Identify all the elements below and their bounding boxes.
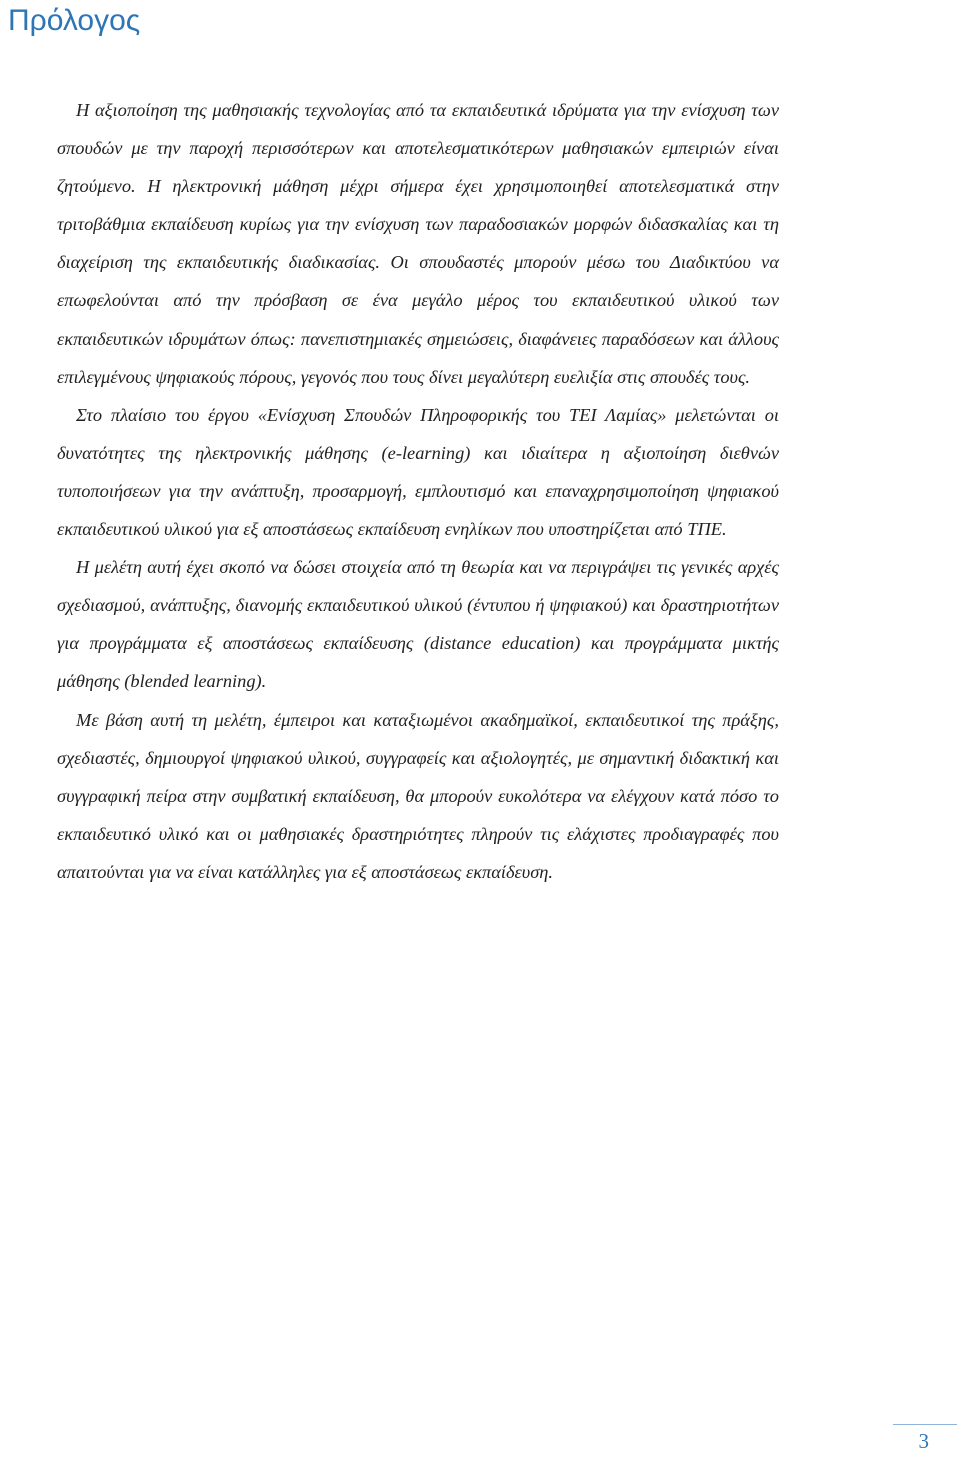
paragraph <box>57 548 779 700</box>
paragraph <box>57 396 779 548</box>
paragraph <box>57 91 779 396</box>
paragraph-text: Η αξιοποίηση της μαθησιακής τεχνολογίας από τα εκπαιδευτικά ιδρύματα για την ενίσχυση των σπουδών με την παροχή περισσότερων και αποτελεσματικότερων μαθησιακών εμπειριών είναι ζητούμενο. Η ηλεκτρονική μάθηση μέχρι σήμερα έχει χρησιμοποιηθεί αποτελεσματικά στην τριτοβάθμια εκπαίδευση κυρίως για την ενίσχυση των παραδοσιακών μορφών διδασκαλίας και τη διαχείριση της εκπαιδευτικής διαδικασίας. <box>57 100 779 273</box>
page-number: 3 <box>918 1429 929 1453</box>
page-title: Πρόλογος <box>8 4 141 37</box>
paragraph-text: Οι σπουδαστές μπορούν μέσω του Διαδικτύου να επωφελούνται από την πρόσβαση σε ένα μεγάλο μέρος του εκπαιδευτικού υλικού των εκπαιδευτικών ιδρυμάτων όπως: πανεπιστημιακές σημειώσεις, διαφάνειες παραδόσεων και άλλους επιλεγμένους ψηφιακούς πόρους, γεγονός που τους δίνει μεγαλύτερη ευελιξία στις σπουδές τους. <box>57 252 779 387</box>
paragraph-text: Στο πλαίσιο του έργου «Ενίσχυση Σπουδών Πληροφορικής του ΤΕΙ Λαμίας» μελετώνται οι δυνατότητες της ηλεκτρονικής μάθησης (e-learning) και ιδιαίτερα η αξιοποίηση διεθνών τυποποιήσεων για την ανάπτυξη, προσαρμογή, εμπλουτισμό και επαναχρησιμοποίηση ψηφιακού εκπαιδευτικού υλικού για εξ αποστάσεως εκπαίδευση ενηλίκων που υποστηρίζεται από ΤΠΕ. <box>57 404 779 540</box>
footer-rule <box>893 1424 957 1425</box>
paragraph-text: Με βάση αυτή τη μελέτη, έμπειροι και καταξιωμένοι ακαδημαϊκοί, εκπαιδευτικοί της πράξης, σχεδιαστές, δημιουργοί ψηφιακού υλικού, συγγραφείς και αξιολογητές, με σημαντική διδακτική και συγγραφική πείρα στην συμβατική εκπαίδευση, θα μπορούν ευκολότερα να ελέγχουν κατά πόσο το εκπαιδευτικό υλικό και οι μαθησιακές δραστηριότητες πληρούν τις ελάχιστες προδιαγραφές που απαιτούνται για να είναι κατάλληλες για εξ αποστάσεως εκπαίδευση. <box>57 709 779 882</box>
document-body <box>57 91 779 891</box>
page-footer <box>893 1424 957 1453</box>
paragraph-text: Η μελέτη αυτή έχει σκοπό να δώσει στοιχεία από τη θεωρία και να περιγράψει τις γενικές αρχές σχεδιασμού, ανάπτυξης, διανομής εκπαιδευτικού υλικού (έντυπου ή ψηφιακού) και δραστηριοτήτων για προγράμματα εξ αποστάσεως εκπαίδευσης (distance education) και προγράμματα μικτής μάθησης (blended learning). <box>57 557 779 692</box>
paragraph <box>57 701 779 891</box>
paragraph-space <box>380 252 390 272</box>
